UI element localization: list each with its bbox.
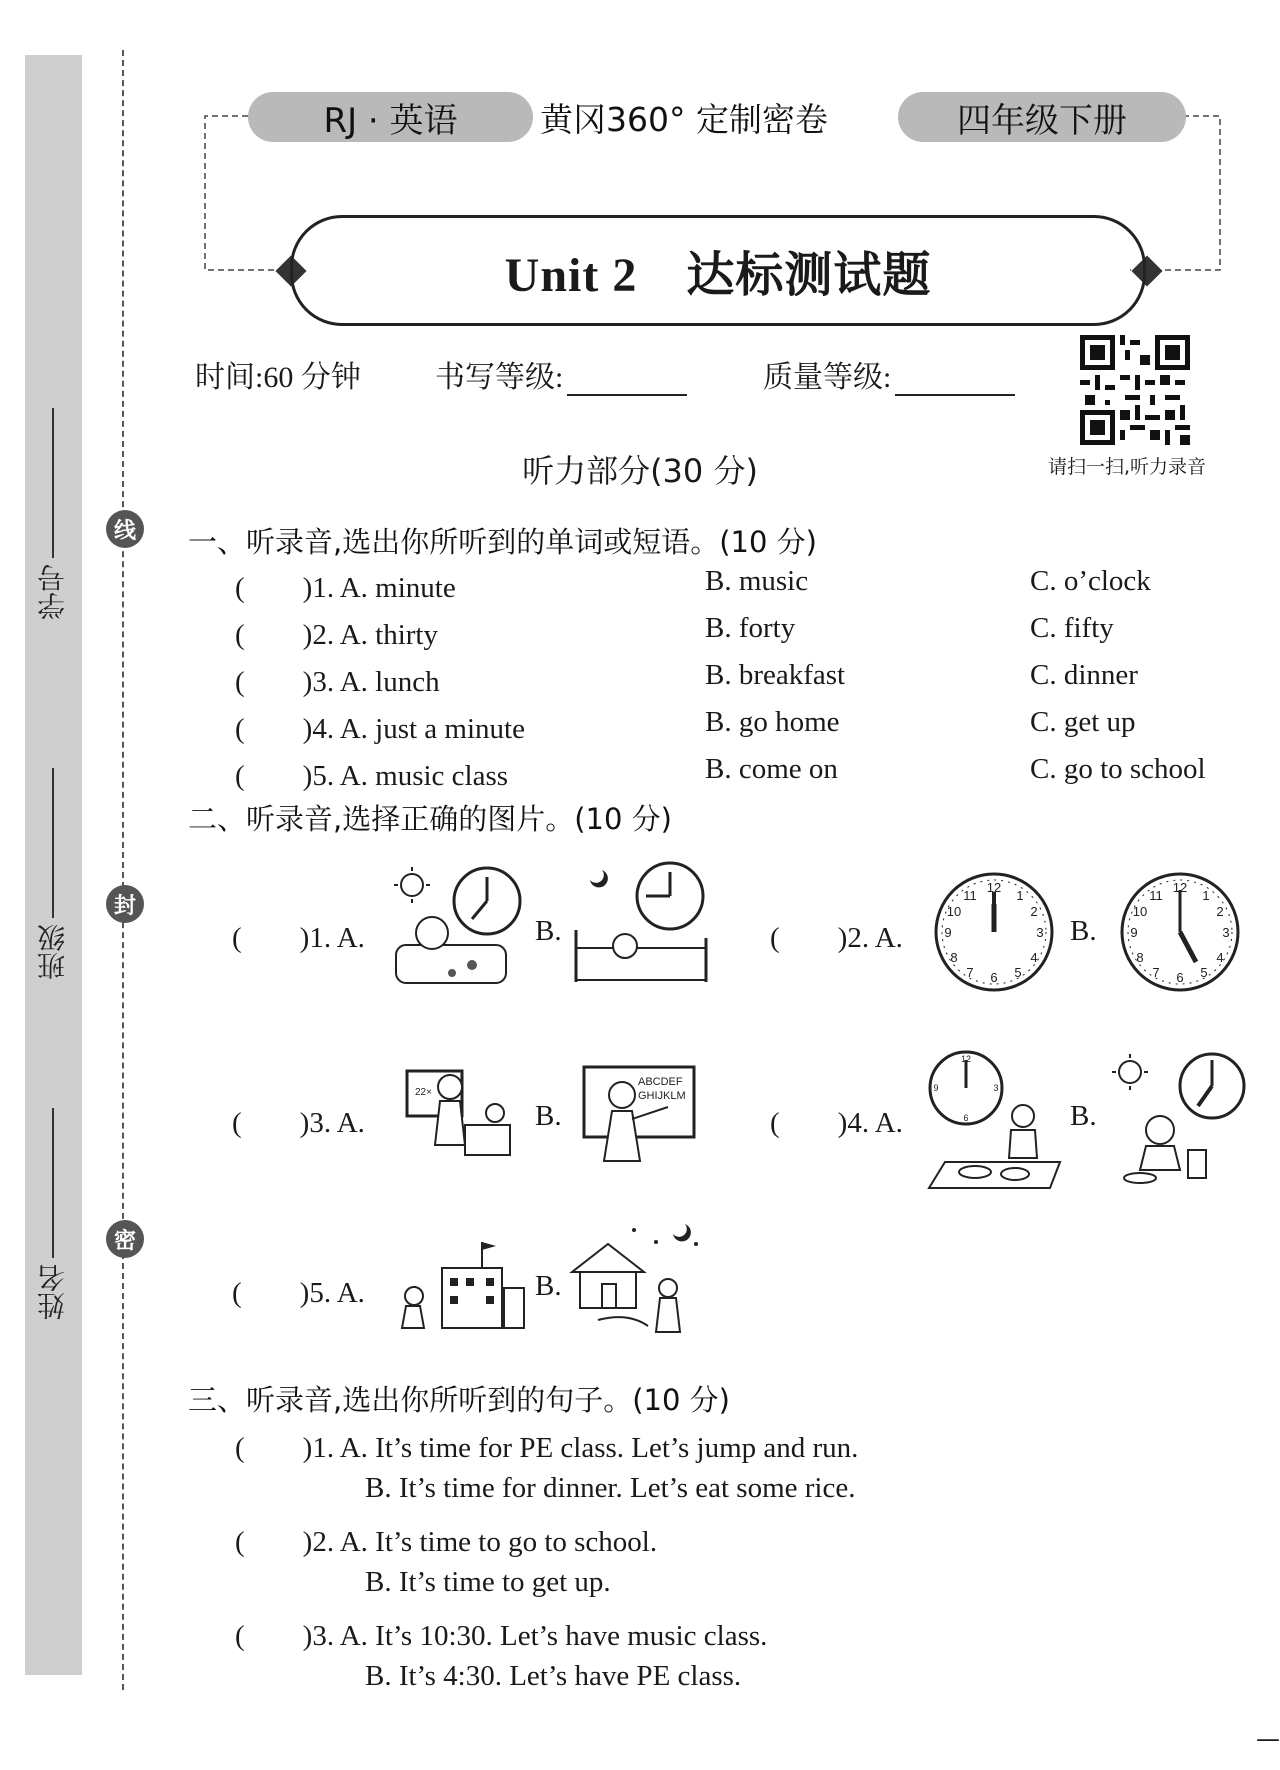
svg-text:11: 11 [1149, 888, 1163, 903]
svg-text:6: 6 [1176, 970, 1184, 985]
part2-q5-b-label[interactable]: B. [535, 1270, 562, 1302]
class-label: 班级 [36, 924, 69, 980]
svg-text:9: 9 [933, 1083, 939, 1093]
svg-text:2: 2 [1030, 904, 1038, 919]
part3-q3-a[interactable]: ( )3. A. It’s 10:30. Let’s have music class. [235, 1620, 768, 1652]
svg-text:11: 11 [963, 888, 977, 903]
picture-go-to-school[interactable] [392, 1240, 527, 1340]
picture-lunch-noon[interactable] [925, 1050, 1065, 1190]
qr-caption: 请扫一扫,听力录音 [1048, 456, 1207, 478]
part1-q4-c[interactable]: C. get up [1030, 706, 1136, 738]
writing-grade-field[interactable] [435, 352, 687, 396]
page-mark: — [1256, 1725, 1280, 1753]
writing-grade-blank[interactable] [567, 394, 687, 396]
svg-text:1: 1 [1016, 888, 1024, 903]
part1-q4-b[interactable]: B. go home [705, 706, 840, 738]
svg-text:1: 1 [1202, 888, 1210, 903]
part2-q2-b-label[interactable]: B. [1070, 915, 1097, 947]
svg-text:3: 3 [1036, 925, 1044, 940]
part1-q3-c[interactable]: C. dinner [1030, 659, 1138, 691]
svg-text:12: 12 [1172, 880, 1188, 895]
part1-q3-b[interactable]: B. breakfast [705, 659, 846, 691]
part2-q1-label[interactable]: ( )1. A. [232, 922, 365, 954]
name-field[interactable] [30, 1060, 76, 1320]
writing-grade-label: 书写等级: [435, 361, 564, 394]
part3-q1-b[interactable]: B. It’s time for dinner. Let’s eat some rice. [365, 1472, 856, 1504]
page-title: Unit 2 达标测试题 [290, 215, 1146, 326]
part1-q2[interactable]: ( )2. A. thirty [235, 619, 438, 651]
series-title: 黄冈360° 定制密卷 [540, 99, 828, 139]
part1-q1-b[interactable]: B. music [705, 565, 809, 597]
part3-q2-a[interactable]: ( )2. A. It’s time to go to school. [235, 1526, 658, 1558]
name-label: 姓名 [36, 1264, 69, 1320]
svg-text:9: 9 [1130, 925, 1138, 940]
part1-heading: 一、听录音,选出你所听到的单词或短语。(10 分) [188, 525, 817, 559]
part1-q1-c[interactable]: C. o’clock [1030, 565, 1151, 597]
part2-q1-b-label[interactable]: B. [535, 915, 562, 947]
seal-feng: 封 [106, 885, 144, 923]
quality-grade-blank[interactable] [895, 394, 1015, 396]
svg-text:10: 10 [1132, 904, 1148, 919]
svg-text:8: 8 [950, 950, 958, 965]
seal-xian: 线 [106, 510, 144, 548]
svg-text:6: 6 [990, 970, 998, 985]
part1-q2-c[interactable]: C. fifty [1030, 612, 1114, 644]
binding-dash-line [122, 50, 124, 1690]
part2-q3-b-label[interactable]: B. [535, 1100, 562, 1132]
part3-q2-b[interactable]: B. It’s time to get up. [365, 1566, 611, 1598]
board-text-1: ABCDEF [638, 1076, 683, 1088]
part2-q3-label[interactable]: ( )3. A. [232, 1107, 365, 1139]
svg-text:8: 8 [1136, 950, 1144, 965]
part3-q3-b[interactable]: B. It’s 4:30. Let’s have PE class. [365, 1660, 742, 1692]
time-limit: 时间:60 分钟 [195, 361, 361, 394]
svg-text:2: 2 [1216, 904, 1224, 919]
part1-q2-b[interactable]: B. forty [705, 612, 796, 644]
svg-text:3: 3 [993, 1083, 999, 1093]
picture-go-home-night[interactable] [568, 1222, 708, 1342]
part1-q5-b[interactable]: B. come on [705, 753, 838, 785]
quality-grade-label: 质量等级: [763, 361, 892, 394]
part2-heading: 二、听录音,选择正确的图片。(10 分) [188, 802, 672, 836]
part2-q5-label[interactable]: ( )5. A. [232, 1277, 365, 1309]
part1-q3[interactable]: ( )3. A. lunch [235, 666, 440, 698]
part3-heading: 三、听录音,选出你所听到的句子。(10 分) [188, 1383, 730, 1417]
subject-pill: RJ · 英语 [248, 92, 533, 142]
clock-five[interactable] [1118, 870, 1243, 995]
svg-text:4: 4 [1030, 950, 1038, 965]
part2-q4-label[interactable]: ( )4. A. [770, 1107, 903, 1139]
svg-text:10: 10 [946, 904, 962, 919]
svg-text:5: 5 [1014, 965, 1022, 980]
board-text-2: GHIJKLM [638, 1090, 686, 1102]
listening-section-title: 听力部分(30 分) [522, 452, 758, 490]
part1-q4[interactable]: ( )4. A. just a minute [235, 713, 525, 745]
seal-mi: 密 [106, 1220, 144, 1258]
picture-night-sleep[interactable] [570, 860, 715, 985]
svg-text:4: 4 [1216, 950, 1224, 965]
qr-code[interactable] [1080, 335, 1190, 445]
svg-text:22×: 22× [415, 1087, 432, 1098]
part1-q1[interactable]: ( )1. A. minute [235, 572, 456, 604]
part1-q5-c[interactable]: C. go to school [1030, 753, 1206, 785]
svg-text:12: 12 [986, 880, 1002, 895]
part3-q1-a[interactable]: ( )1. A. It’s time for PE class. Let’s jump and run. [235, 1432, 859, 1464]
quality-grade-field[interactable] [763, 352, 1015, 396]
svg-text:7: 7 [966, 965, 974, 980]
svg-text:5: 5 [1200, 965, 1208, 980]
student-id-label: 学号 [36, 564, 69, 620]
picture-teacher-board[interactable] [582, 1063, 697, 1168]
part2-q2-label[interactable]: ( )2. A. [770, 922, 903, 954]
picture-classroom[interactable] [405, 1065, 515, 1165]
class-field[interactable] [30, 720, 76, 980]
svg-text:12: 12 [960, 1054, 972, 1064]
part1-q5[interactable]: ( )5. A. music class [235, 760, 509, 792]
picture-breakfast-morning[interactable] [1110, 1050, 1250, 1185]
clock-twelve[interactable] [932, 870, 1057, 995]
grade-pill: 四年级下册 [898, 92, 1186, 142]
svg-text:9: 9 [944, 925, 952, 940]
svg-text:7: 7 [1152, 965, 1160, 980]
picture-morning-wakeup[interactable] [392, 865, 532, 985]
svg-text:3: 3 [1222, 925, 1230, 940]
part2-q4-b-label[interactable]: B. [1070, 1100, 1097, 1132]
svg-text:6: 6 [963, 1113, 969, 1123]
